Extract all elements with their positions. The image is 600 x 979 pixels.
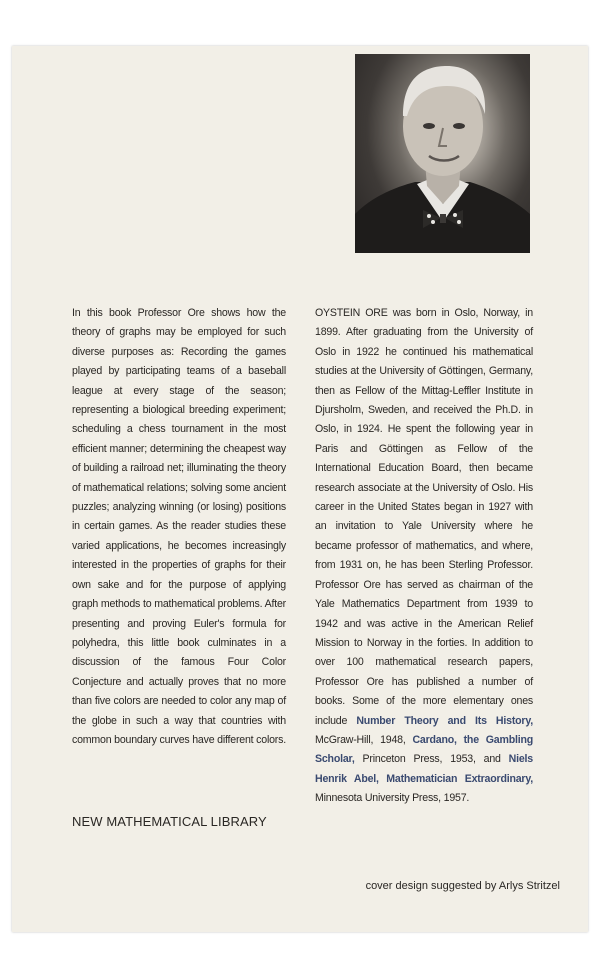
publisher-info-2: Princeton Press, 1953, and bbox=[354, 753, 509, 766]
biography-text: OYSTEIN ORE was born in Oslo, Norway, in 1899. After graduating from the University of Oslo in 1922 he continued his mathematical studies at the University of Göttingen, Germany, then as Fellow of the Mittag-Leffler Institute in Djursholm, Sweden, and received the Ph.D. in Oslo, in 1924. He spent the following year in Paris and Göttingen as Fellow of the International Education Board, then became research associate at the University of Oslo. His career in the United States began in 1927 with an invitation to Yale University where he became professor of mathematics, and where, from 1931 on, he has been Sterling Professor. Professor Ore has served as chairman of the Yale Mathematics Department from 1939 to 1942 and was active in the American Relief Mission to Norway in the forties. In addition to over 100 mathematical research papers, Professor Ore has published a number of books. Some of the more elementary ones include bbox=[315, 307, 533, 727]
book-title-cardano: Cardano, the Gambling Scholar, bbox=[315, 733, 533, 766]
book-back-cover bbox=[12, 46, 588, 932]
author-biography bbox=[315, 304, 533, 809]
cover-design-credit: cover design suggested by Arlys Stritzel bbox=[365, 880, 560, 892]
portrait-illustration bbox=[355, 54, 530, 253]
book-title-abel: Niels Henrik Abel, Mathematician Extraordinary, bbox=[315, 753, 533, 785]
book-title-number-theory: Number Theory and Its History, bbox=[356, 714, 533, 727]
publisher-info-1: McGraw-Hill, 1948, bbox=[315, 733, 413, 746]
publisher-info-3: Minnesota University Press, 1957. bbox=[315, 792, 470, 805]
series-name: NEW MATHEMATICAL LIBRARY bbox=[72, 814, 267, 829]
book-description: In this book Professor Ore shows how the theory of graphs may be employed for such diverse purposes as: Recording the games played by participating teams of a baseball league at every stage of the season; representing a biological breeding experiment; scheduling a chess tournament in the most efficient manner; determining the cheapest way of building a railroad net; illuminating the theory of mathematical relations; solving some ancient puzzles; analyzing winning (or losing) positions in certain games. As the reader studies these varied applications, he becomes increasingly interested in the properties of graphs for their own sake and for the purpose of applying graph methods to mathematical problems. After presenting and proving Euler's formula for polyhedra, this little book culminates in a discussion of the famous Four Color Conjecture and actually proves that no more than five colors are needed to color any map of the globe in such a way that countries with common boundary curves have different colors. bbox=[72, 307, 286, 746]
author-portrait-photo bbox=[355, 54, 530, 253]
